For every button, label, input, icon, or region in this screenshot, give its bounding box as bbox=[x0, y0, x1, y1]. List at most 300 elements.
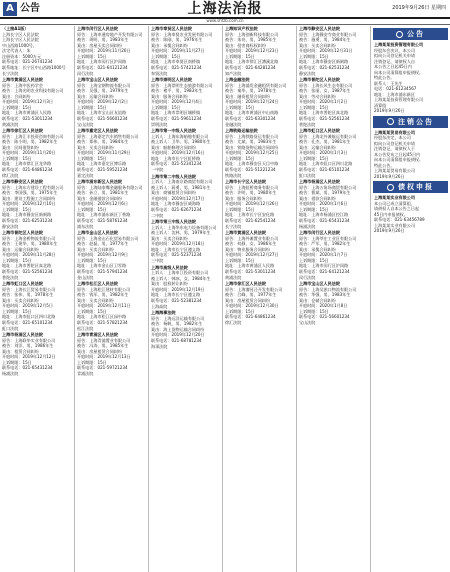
court-notice bbox=[151, 174, 220, 220]
notice-line: 上诉期限：15日 bbox=[2, 104, 32, 110]
notice-title: 上海市黄浦区人民法院 bbox=[2, 77, 43, 82]
notice-line: 联系电话：021-64861234 bbox=[2, 166, 53, 172]
notice-title: 上海市徐汇区人民法院 bbox=[2, 128, 43, 133]
notice-title: 上海市嘉定区人民法院 bbox=[77, 128, 118, 133]
sidebar-line: 地址：上海市浦东新区 bbox=[374, 91, 415, 97]
court-notice bbox=[151, 310, 220, 350]
notice-line: 地址：上海市浦东新区丁香路 bbox=[77, 212, 131, 217]
notice-line: 地址：上海市松江区园中路 bbox=[77, 314, 127, 319]
notice-line: 被告：周明，男，1983年生 bbox=[77, 37, 129, 42]
notice-line: 上诉期限：15日 bbox=[2, 155, 32, 161]
sidebar-line: 本公司已成立清算组， bbox=[374, 200, 415, 206]
notice-line: 被告：冯涛，男，1985年生 bbox=[77, 343, 129, 348]
notice-title: 上海市第二中级人民法院 bbox=[151, 173, 197, 179]
notice-line: 案由：船舶修理合同纠纷 bbox=[151, 144, 197, 150]
issue-date: 2019年9月26日 星期四 bbox=[392, 5, 446, 11]
notice-line: 案由：民间借贷纠纷 bbox=[2, 144, 39, 150]
notice-line: 地址：上海市杨浦区控江路 bbox=[299, 212, 349, 217]
notice-signature: 上海高院 bbox=[151, 303, 168, 309]
notice-line: 案由：运输合同纠纷 bbox=[77, 93, 114, 99]
notice-line: 联系电话：021-65101234 bbox=[299, 166, 350, 172]
notice-line: 开庭时间：2019年12月31日 bbox=[299, 48, 353, 53]
court-notice bbox=[2, 77, 72, 128]
notice-line: 联系电话：021-53011234 bbox=[2, 115, 53, 121]
notice-line: 开庭时间：2020年1月6日 bbox=[299, 201, 348, 206]
notice-line: 开庭时间：2019年12月19日 bbox=[151, 286, 205, 292]
sidebar-block-3 bbox=[373, 195, 448, 234]
notice-line: 原告：上海长风生态有限公司 bbox=[299, 82, 353, 88]
notice-line: 被告：陈刚，男，1976年生 bbox=[151, 37, 203, 42]
sidebar-block-title: 上海某某贸易有限公司 bbox=[374, 129, 415, 135]
notice-line: 案由：买卖合同纠纷 bbox=[77, 297, 114, 303]
section-marker: A bbox=[3, 2, 17, 16]
notice-signature: 长宁法院 bbox=[225, 223, 242, 229]
notice-line: 联系电话：021-52561234 bbox=[299, 115, 350, 121]
notice-line: 开庭时间：2019年12月6日 bbox=[77, 201, 128, 206]
notice-line: 被告：吴强，男，1979年生 bbox=[77, 88, 129, 93]
notice-line: 联系电话：021-64121234 bbox=[77, 64, 128, 70]
notice-line: 开庭时间：2019年12月3日 bbox=[2, 99, 53, 104]
section-title: 公告 bbox=[20, 3, 40, 14]
notice-line: 被告：何静，女，1986年生 bbox=[225, 241, 277, 246]
court-notice bbox=[225, 230, 294, 281]
notice-line: 开庭时间：2019年12月2日 bbox=[77, 99, 128, 104]
notice-line: 联系电话：021-63301234 bbox=[225, 115, 276, 121]
notice-line: 上诉人：上海南京路商贸有限公司 bbox=[151, 179, 213, 184]
notice-line: 开庭时间：2019年12月13日 bbox=[77, 354, 131, 359]
sidebar-line: 经股东会决议，本公司 bbox=[374, 47, 415, 53]
notice-line: 地址：上海市长宁区遵义路 bbox=[151, 246, 201, 252]
notice-line: 上诉人：上海华东电力设备有限公司 bbox=[151, 224, 217, 230]
notice-signature: 普陀法院 bbox=[299, 121, 316, 127]
sidebar-block-title: 上海某某实业有限公司 bbox=[374, 195, 415, 200]
notice-signature: 长宁法院 bbox=[2, 70, 19, 76]
notice-line: 联系电话：021-59521234 bbox=[77, 166, 128, 172]
notice-line: 上诉期限：15日 bbox=[151, 53, 181, 59]
notice-column-4 bbox=[222, 26, 296, 572]
court-notice bbox=[151, 128, 220, 174]
sidebar-block-1 bbox=[373, 42, 448, 114]
notice-line: 被上诉人：韩冰，女，1984年生 bbox=[151, 275, 211, 281]
sidebar-line: 2019年9月26日 bbox=[374, 228, 405, 233]
notice-line: 原告：上海五角场商贸有限公司 bbox=[299, 184, 357, 190]
notice-title: 上海市徐汇区人民法院 bbox=[225, 281, 266, 286]
notice-line: 上诉期限：15日 bbox=[225, 206, 255, 212]
notice-title: 上海市宝山区人民法院 bbox=[77, 77, 118, 82]
notice-title: 上海市金山区人民法院 bbox=[77, 230, 118, 235]
notice-line: 联系电话：021-65431234 bbox=[299, 217, 350, 223]
notice-line: 案由：商铺租赁合同纠纷 bbox=[151, 190, 197, 195]
notice-column-3 bbox=[148, 26, 222, 572]
notice-line: 被告：严军，男，1982年生 bbox=[299, 241, 351, 246]
notice-line: 上诉期限：15日 bbox=[225, 308, 255, 314]
notice-signature: 杨浦法院 bbox=[299, 223, 316, 229]
notice-line: 上海长宁区人民法院 bbox=[2, 31, 39, 37]
notice-columns bbox=[0, 26, 450, 572]
sidebar-line: 2019年9月26日 bbox=[374, 173, 405, 179]
notice-line: 案由：建设工程施工合同纠纷 bbox=[2, 195, 56, 201]
court-notice bbox=[2, 332, 72, 378]
notice-line: 原告：上海申通房地产开发有限公司 bbox=[77, 31, 143, 37]
notice-line: 被告：孔杰，男，1981年生 bbox=[299, 139, 351, 144]
notice-line: 被告：赵磊，男，1977年生 bbox=[77, 241, 129, 246]
banner-notice-label: 公告 bbox=[407, 30, 425, 38]
sidebar-block-body bbox=[374, 201, 447, 234]
notice-line: 上诉期限：15日 bbox=[299, 206, 329, 212]
notice-line: 上诉期限：15日 bbox=[225, 155, 255, 161]
notice-line: 上诉期限：15日 bbox=[299, 155, 329, 161]
notice-line: 被上诉人：蒋勇，男，1981年生 bbox=[151, 184, 211, 190]
court-notice bbox=[2, 26, 72, 77]
notice-line: 被告：张丽，女，1987年生 bbox=[299, 88, 351, 93]
notice-line: 法定代表人：朱 bbox=[2, 48, 31, 53]
notice-line: 上诉期限：15日 bbox=[77, 104, 107, 110]
notice-line: 开庭时间：2019年12月10日 bbox=[2, 201, 56, 206]
notice-signature: 金山法院 bbox=[77, 274, 94, 280]
notice-line: 案由：承揽合同纠纷 bbox=[299, 246, 336, 252]
notice-line: 被告：曹斌，男，1979年生 bbox=[299, 190, 351, 195]
notice-line: 开庭时间：2019年12月30日 bbox=[225, 303, 279, 308]
sidebar-line: 本公告发布之日起45日内 bbox=[374, 151, 421, 157]
notice-title: （上接A1版） bbox=[2, 26, 29, 31]
notice-line: 被告：王建华，男，1980年生 bbox=[2, 241, 58, 246]
notice-line: 开庭时间：2020年1月7日 bbox=[299, 252, 348, 257]
court-notice bbox=[2, 230, 72, 281]
notice-signature: 海事法院 bbox=[151, 343, 168, 349]
sidebar-block-2 bbox=[373, 130, 448, 180]
notice-line: 地址：上海市虹口区四川北路 bbox=[299, 161, 353, 166]
court-notice bbox=[77, 128, 146, 179]
notice-signature: 知产法院 bbox=[225, 70, 242, 76]
notice-line: 开庭时间：2019年11月29日 bbox=[77, 150, 131, 155]
notice-line: 被告：上海光明农业科技有限公司 bbox=[2, 88, 64, 93]
court-notice bbox=[299, 77, 368, 128]
court-notice bbox=[151, 26, 220, 77]
notice-signature: 三中院 bbox=[151, 258, 164, 263]
notice-line: 上诉期限：15日 bbox=[77, 206, 107, 212]
notice-line: 原告：上海汇丰投资咨询有限公司 bbox=[2, 133, 64, 139]
sidebar-line: 经股东决定，本公司 bbox=[374, 135, 411, 140]
banner-deregistration bbox=[373, 116, 448, 128]
notice-line: 案由：租赁合同纠纷 bbox=[2, 348, 39, 354]
banner-deregistration-label: 注销公告 bbox=[398, 117, 434, 126]
notice-line: 被告：华强，男，1983年生 bbox=[299, 292, 351, 297]
notice-signature: 杨浦法院 bbox=[2, 371, 19, 376]
banner-claims bbox=[373, 181, 448, 193]
notice-line: 中山西路1000号， bbox=[2, 42, 37, 48]
notice-line: 开庭时间：2019年12月12日 bbox=[2, 354, 56, 359]
notice-signature: 二中院 bbox=[151, 212, 164, 218]
notice-line: 联系电话：021-64281234 bbox=[225, 64, 276, 70]
notice-line: 地址：上海市崇明区城桥镇 bbox=[151, 110, 201, 115]
notice-line: 上诉期限：15日 bbox=[225, 104, 255, 110]
notice-line: 案由：运输合同纠纷 bbox=[299, 144, 336, 150]
notice-line: 被告：孙立，男，1981年生 bbox=[77, 190, 129, 195]
notice-line: 上诉期限：15日 bbox=[77, 53, 107, 59]
notice-line: 开庭时间：2019年11月28日 bbox=[2, 252, 56, 257]
notice-title: 上海知识产权法院 bbox=[225, 26, 258, 31]
notice-signature: 闵行法院 bbox=[299, 274, 316, 280]
court-notice bbox=[225, 281, 294, 327]
sidebar-line: 2019年9月26日 bbox=[374, 108, 405, 113]
notice-line: 开庭时间：2019年12月16日 bbox=[151, 150, 205, 155]
notice-signature: 金融法院 bbox=[225, 121, 242, 127]
notice-line: 地址：上海市长宁区安化路 bbox=[225, 212, 275, 217]
sidebar-line: 联系电话：021-63456789 bbox=[374, 217, 425, 222]
notice-line: 联系电话：021-26741234 bbox=[2, 59, 53, 64]
court-notice bbox=[77, 179, 146, 230]
notice-signature: 崇明法院 bbox=[151, 121, 168, 127]
court-notice bbox=[299, 26, 368, 77]
notice-line: 联系电话：021-62671234 bbox=[151, 206, 202, 212]
sidebar-line: 特此公告。 bbox=[374, 75, 395, 80]
notice-line: 案由：房屋租赁合同纠纷 bbox=[77, 348, 123, 354]
notice-line: 案由：买卖合同纠纷 bbox=[77, 144, 114, 150]
notice-line: 地址：上海市普陀区真北路 bbox=[299, 110, 349, 115]
notice-title: 上海铁路运输法院 bbox=[225, 128, 258, 133]
notice-line: 被上诉人：卫华，男，1980年生 bbox=[151, 139, 211, 144]
notice-line: 地址：上海市静安区天目中路 bbox=[225, 161, 279, 166]
notice-column-1 bbox=[0, 26, 74, 572]
website-url: www.shfzb.com.cn bbox=[206, 18, 244, 23]
notice-line: 案由：融资租赁合同纠纷 bbox=[225, 93, 271, 99]
notice-line: 地址：上海市虹口区四川北路 bbox=[2, 314, 56, 319]
sidebar-line: 45日内申报债权。 bbox=[374, 211, 408, 217]
notice-line: 开庭时间：2019年11月26日 bbox=[77, 48, 131, 53]
notice-line: 开庭时间：2019年11月20日 bbox=[2, 150, 56, 155]
notice-line: 地址：上海市长宁区遵义路 bbox=[151, 292, 201, 297]
notice-line: 联系电话：021-58761234 bbox=[77, 217, 128, 223]
notice-line: 被告：秦华，男，1978年生 bbox=[225, 88, 277, 93]
notice-line: 开庭时间：2019年12月5日 bbox=[2, 303, 53, 308]
notice-signature: 普陀法院 bbox=[2, 274, 19, 280]
notice-line: 原告：上海吴淞口物流有限公司 bbox=[299, 286, 357, 292]
notice-signature: 奉贤法院 bbox=[151, 70, 168, 76]
notice-line: 被告：刘洋，男，1986年生 bbox=[2, 343, 54, 348]
notice-line: 地址：上海市静安区威海路 bbox=[151, 201, 201, 206]
court-notice bbox=[77, 26, 146, 77]
header-subrule bbox=[0, 24, 450, 25]
notice-line: 原告：上海长江贸易有限公司 bbox=[2, 286, 56, 292]
notice-line: 联系地址：长宁区中山西路1000号 bbox=[2, 64, 66, 70]
notice-line: 地址：上海市奉贤区南桥镇 bbox=[151, 59, 201, 64]
notice-line: 原告：上海中医药学会 bbox=[2, 82, 43, 88]
notice-line: 被告：施勇，男，1984年生 bbox=[299, 37, 351, 42]
notice-line: 开庭时间：2020年1月3日 bbox=[299, 150, 348, 155]
notice-line: 开庭时间：2019年12月20日 bbox=[151, 332, 205, 337]
notice-line: 原告：上海创新科技有限公司 bbox=[225, 31, 279, 37]
notice-line: 开庭时间：2020年1月8日 bbox=[299, 303, 348, 308]
sidebar-line: 上海某某贸易有限公司 bbox=[374, 168, 415, 173]
notice-signature: 黄浦法院 bbox=[2, 121, 19, 127]
sidebar-line: 清算组 bbox=[374, 102, 387, 108]
sidebar-line: 联系人：王先生 bbox=[374, 80, 403, 86]
notice-line: 案由：房屋租赁合同纠纷 bbox=[225, 297, 271, 303]
notice-signature: 黄浦法院 bbox=[225, 274, 242, 280]
notice-line: 原告：上海奉贤农业发展有限公司 bbox=[151, 31, 213, 37]
notice-title: 上海市第三中级人民法院 bbox=[151, 219, 197, 224]
sidebar-block-body bbox=[374, 48, 447, 114]
notice-title: 上海市虹口区人民法院 bbox=[2, 281, 43, 286]
notice-line: 联系电话：021-64121234 bbox=[299, 268, 350, 274]
court-notice bbox=[225, 128, 294, 179]
notice-line: 地址：上海市徐汇区漕溪北路 bbox=[225, 59, 279, 64]
notice-line: 原告：上海北外滩航运有限公司 bbox=[299, 133, 357, 139]
notice-line: 被告：郑伟，男，1984年生 bbox=[77, 139, 129, 144]
notice-line: 原告：上海莘庄工业区有限公司 bbox=[299, 235, 357, 241]
notice-line: 联系电话：021-62531234 bbox=[299, 64, 350, 70]
notice-line: 被告：李国强，男，1975年生 bbox=[2, 190, 58, 195]
notice-title: 上海市奉贤区人民法院 bbox=[151, 26, 192, 31]
notice-line: 原告：上海东方建设工程有限公司 bbox=[2, 184, 64, 190]
notice-line: 案由：侵害商标权纠纷 bbox=[225, 42, 266, 48]
notice-line: 案由：海上货物运输合同纠纷 bbox=[151, 326, 205, 332]
court-notice bbox=[151, 265, 220, 311]
notice-line: 联系电话：021-56601234 bbox=[77, 115, 128, 121]
sidebar-line: 电话：021-61234567 bbox=[374, 86, 417, 91]
sidebar-column bbox=[370, 26, 450, 572]
notice-line: 地址：上海市宝山区友谊路 bbox=[77, 110, 127, 115]
notice-line: 原告：上海金桥物流有限公司 bbox=[2, 235, 56, 241]
notice-line: 上诉期限：15日 bbox=[2, 308, 32, 314]
notice-line: 地址：上海市闵行区沪闵路 bbox=[77, 59, 127, 64]
notice-line: 原告：上海崇明生态旅游有限公司 bbox=[151, 82, 213, 88]
notice-line: 案由：服务合同纠纷 bbox=[225, 195, 262, 201]
sidebar-line: 向本公司清算组申报债权。 bbox=[374, 157, 424, 162]
notice-line: 案由：运输合同纠纷 bbox=[2, 246, 39, 252]
notice-line: 上诉期限：15日 bbox=[2, 359, 32, 365]
notice-line: 地址：上海市黄浦区人民路 bbox=[225, 263, 275, 268]
notice-line: 案由：买卖合同纠纷 bbox=[151, 235, 188, 241]
notice-line: 案由：买卖合同纠纷 bbox=[299, 42, 336, 48]
notice-line: 联系电话：021-65101234 bbox=[2, 319, 53, 325]
court-notice bbox=[151, 77, 220, 128]
newspaper-masthead: 上海法治报 bbox=[187, 1, 263, 17]
sidebar-line: 拟向公司登记机关申请 bbox=[374, 53, 415, 58]
notice-line: 上诉期限：15日 bbox=[225, 53, 255, 59]
sidebar-line: 上海某某实业有限公司 bbox=[374, 222, 415, 228]
notice-signature: 徐汇法院 bbox=[2, 172, 19, 178]
notice-line: 被上诉人：沈林，男，1979年生 bbox=[151, 230, 211, 235]
notice-line: 上诉期限：15日 bbox=[299, 53, 329, 59]
notice-line: 上诉期限：15日 bbox=[225, 257, 255, 263]
seal-icon bbox=[396, 31, 403, 38]
notice-line: 被告：朱亮，男，1985年生 bbox=[225, 37, 277, 42]
notice-line: 案由：金融借款合同纠纷 bbox=[77, 195, 123, 201]
notice-title: 上海市普陀区人民法院 bbox=[299, 77, 340, 82]
notice-line: 地址：上海市金山区卫零路 bbox=[77, 263, 127, 268]
court-notice bbox=[299, 281, 368, 327]
court-notice bbox=[299, 179, 368, 230]
notice-line: 案由：服务合同纠纷 bbox=[151, 93, 188, 99]
notice-line: 原告：上海松江建材有限公司 bbox=[77, 286, 131, 292]
seal-icon bbox=[387, 118, 394, 125]
notice-signature: 虹口法院 bbox=[299, 172, 316, 178]
notice-line: 开庭时间：2019年11月27日 bbox=[151, 48, 205, 53]
notice-line: 开庭时间：2019年12月24日 bbox=[225, 99, 279, 104]
notice-line: 联系电话：021-52341234 bbox=[151, 161, 202, 166]
notice-title: 上海市闵行区人民法院 bbox=[299, 230, 340, 235]
notice-line: 联系电话：021-53011234 bbox=[225, 268, 276, 274]
notice-title: 上海市青浦区人民法院 bbox=[77, 332, 118, 337]
notice-title: 上海市普陀区人民法院 bbox=[2, 230, 43, 235]
notice-signature: 宝山法院 bbox=[299, 320, 316, 325]
court-notice bbox=[2, 281, 72, 332]
court-notice bbox=[2, 179, 72, 230]
notice-line: 上诉期限：15日 bbox=[151, 104, 181, 110]
notice-line: 案由：物业服务合同纠纷 bbox=[225, 246, 271, 252]
notice-line: 联系电话：021-52371234 bbox=[151, 252, 202, 257]
notice-line: 开庭时间：2020年1月2日 bbox=[299, 99, 348, 104]
notice-line: 开庭时间：2019年12月17日 bbox=[151, 195, 205, 201]
notice-line: 开庭时间：2019年12月9日 bbox=[77, 252, 128, 257]
notice-line: 开庭时间：2019年12月4日 bbox=[151, 99, 202, 104]
notice-line: 联系电话：021-52561234 bbox=[2, 268, 53, 274]
notice-line: 案由：买卖合同纠纷 bbox=[2, 297, 39, 303]
notice-signature: 徐汇法院 bbox=[225, 320, 242, 325]
sidebar-line: 注销登记，请债权人于 bbox=[374, 146, 415, 151]
notice-line: 上诉人：上海东海船舶有限公司 bbox=[151, 133, 209, 139]
notice-line: 原告：上海联华实业有限公司 bbox=[2, 337, 56, 343]
notice-line: 上诉期限：15日 bbox=[77, 359, 107, 365]
notice-line: 被告：许明，男，1980年生 bbox=[225, 190, 277, 195]
notice-line: 地址：上海市普陀区真北路 bbox=[2, 263, 52, 268]
sidebar-line: 特此公告。 bbox=[374, 162, 395, 168]
notice-line: 上诉期限：15日 bbox=[299, 104, 329, 110]
sidebar-line: 上海某某投资管理有限公司 bbox=[374, 97, 424, 102]
notice-line: 上海长宁区人民法院 bbox=[2, 37, 39, 42]
notice-line: 开庭时间：2019年12月18日 bbox=[151, 241, 205, 246]
banner-claims-label: 债权申报 bbox=[398, 183, 434, 191]
notice-line: 地址：上海市闵行区沪闵路 bbox=[299, 263, 349, 268]
sidebar-line: 注销登记，请债权人自 bbox=[374, 58, 415, 64]
notice-line: 被告：陈小明，男，1982年生 bbox=[2, 139, 58, 144]
notice-line: 联系电话：021-57941234 bbox=[77, 268, 128, 274]
notice-line: 原告：上海青浦置业有限公司 bbox=[77, 337, 131, 343]
banner-notice bbox=[373, 28, 448, 40]
notice-line: 联系电话：021-59721234 bbox=[77, 365, 128, 370]
notice-line: 原告：上海外滩置业有限公司 bbox=[225, 235, 279, 241]
notice-line: 被告：尤斌，男，1983年生 bbox=[225, 139, 277, 144]
notice-line: 上诉期限：15日 bbox=[299, 308, 329, 314]
notice-title: 上海市虹口区人民法院 bbox=[299, 128, 340, 133]
seal-icon bbox=[387, 184, 394, 191]
notice-line: 联系电话：021-57421234 bbox=[151, 64, 202, 70]
court-notice bbox=[2, 128, 72, 179]
notice-title: 上海市第一中级人民法院 bbox=[151, 128, 197, 133]
notice-line: 地址：上海市静安区新闸路 bbox=[299, 59, 349, 64]
notice-title: 上海市杨浦区人民法院 bbox=[299, 179, 340, 184]
sidebar-line: 向本公司清算组申报债权。 bbox=[374, 69, 424, 75]
notice-signature: 松江法院 bbox=[77, 325, 94, 331]
notice-line: 原告：上海静安寺商业有限公司 bbox=[299, 31, 357, 37]
court-notice bbox=[77, 77, 146, 128]
notice-line: 上诉期限：15日 bbox=[77, 308, 107, 314]
notice-title: 上海市长宁区人民法院 bbox=[225, 179, 266, 184]
notice-title: 上海市静安区人民法院 bbox=[2, 179, 43, 184]
notice-line: 联系电话：021-51221234 bbox=[225, 166, 276, 172]
notice-line: 原告：上海虹桥商务有限公司 bbox=[225, 184, 279, 190]
notice-signature: 青浦法院 bbox=[77, 371, 94, 376]
notice-column-2 bbox=[74, 26, 148, 572]
notice-line: 上诉期限：15日 bbox=[77, 257, 107, 263]
notice-line: 地址：上海市静安区新闸路 bbox=[2, 212, 52, 217]
sidebar-line: 拟向公司登记机关申请 bbox=[374, 140, 415, 146]
notice-signature: 宝山法院 bbox=[77, 121, 94, 127]
notice-line: 被告：钱军，男，1982年生 bbox=[77, 292, 129, 297]
notice-line: 原告：上海嘉定汽车销售有限公司 bbox=[77, 133, 139, 139]
notice-line: 案由：铁路货物运输合同纠纷 bbox=[225, 144, 279, 150]
